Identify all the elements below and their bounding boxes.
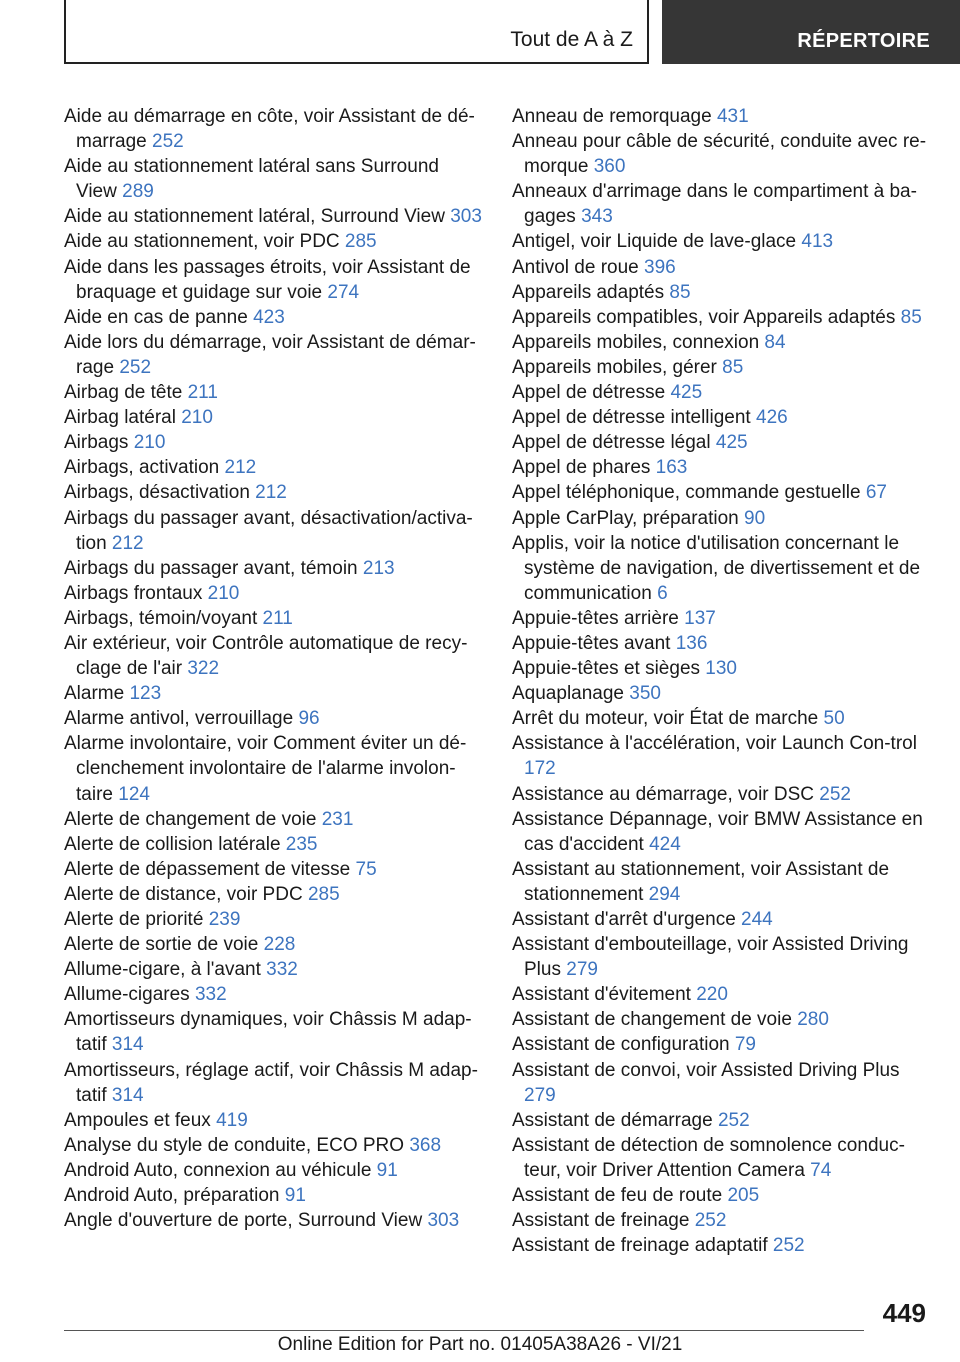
index-entry-page-link[interactable]: 343 [581,206,613,228]
index-entry-page-link[interactable]: 431 [716,106,749,127]
index-entry-page-link[interactable]: 50 [823,708,845,730]
index-entry-page-link[interactable]: 136 [675,632,708,654]
index-entry [64,1133,484,1158]
index-entry-page-link[interactable]: 75 [355,858,377,880]
index-entry-page-link[interactable]: 350 [629,683,661,705]
index-entry-page-link[interactable]: 425 [715,432,748,454]
index-entry-text: Alerte de dépassement de vitesse [64,858,351,880]
index-entry-text: Air extérieur, voir Contrôle automatique de recy-clage de l'air [64,632,468,680]
index-entry-text: Airbags [64,432,129,454]
index-entry [512,1032,932,1057]
index-entry-page-link[interactable]: 90 [744,507,766,529]
index-entry-page-link[interactable]: 6 [657,582,668,604]
index-entry-text: Apple CarPlay, préparation [512,507,739,529]
index-entry-text: Appel de détresse intelligent [512,407,751,429]
index-entry-text: Assistant d'arrêt d'urgence [512,909,736,930]
index-entry-text: Assistant de freinage adaptatif [512,1235,768,1257]
index-entry [64,832,484,857]
index-entry [64,1108,484,1133]
index-entry-text: Assistance au démarrage, voir DSC [512,783,815,805]
index-entry-text: Appareils adaptés [512,281,665,303]
index-entry-page-link[interactable]: 67 [865,482,887,504]
index-entry [512,229,932,254]
index-entry-text: Appuie-têtes et sièges [512,658,701,680]
index-entry-text: Appel de phares [512,457,651,479]
index-entry-text: Alerte de priorité [64,909,204,930]
index-entry-page-link[interactable]: 79 [734,1034,756,1056]
index-entry-page-link[interactable]: 419 [216,1109,248,1131]
index-entry-text: Android Auto, préparation [64,1185,280,1207]
index-entry-text: Amortisseurs, réglage actif, voir Châssis M adap-tatif [64,1059,478,1106]
index-entry [512,480,932,505]
index-entry [64,681,484,706]
index-entry-text: Anneau pour câble de sécurité, conduite avec re-morque [512,131,927,178]
index-column-right [512,104,932,1258]
index-entry [64,229,484,254]
index-entry-page-link[interactable]: 314 [111,1084,144,1106]
index-entry-page-link[interactable]: 368 [409,1134,442,1156]
index-entry [64,204,484,229]
index-entry-text: Assistant au stationnement, voir Assistant de stationnement [512,858,890,905]
index-entry [64,731,484,806]
index-entry [64,1208,484,1233]
index-entry-text: Allume-cigares [64,984,190,1006]
index-entry [64,1183,484,1208]
index-entry-text: Amortisseurs dynamiques, voir Châssis M adap-tatif [64,1009,472,1056]
index-entry-page-link[interactable]: 294 [648,883,681,905]
index-entry [512,405,932,430]
index-entry [512,104,932,129]
index-entry-page-link[interactable]: 279 [524,1084,556,1106]
index-entry-text: Alerte de collision latérale [64,833,281,855]
index-entry-page-link[interactable]: 213 [362,557,395,579]
index-entry-text: Airbags, désactivation [64,482,250,504]
index-entry-page-link[interactable]: 210 [133,432,166,454]
index-entry-page-link[interactable]: 211 [187,382,218,404]
index-entry-text: Assistant d'évitement [512,984,691,1006]
header-tab-repertoire [662,0,960,64]
index-entry [512,907,932,932]
index-entry-text: Alerte de changement de voie [64,808,317,830]
index-entry-text: Aide au stationnement latéral sans Surround View [64,156,439,203]
index-entry-page-link[interactable]: 84 [764,331,786,353]
index-entry [64,556,484,581]
index-entry-page-link[interactable]: 413 [801,231,834,253]
index-entry-text: Assistant de convoi, voir Assisted Driving Plus [512,1059,900,1081]
index-entry-page-link[interactable]: 285 [307,883,340,905]
index-entry [512,179,932,229]
index-entry-text: Alarme antivol, verrouillage [64,708,294,730]
index-entry-text: Android Auto, connexion au véhicule [64,1159,372,1181]
index-entry [512,255,932,280]
index-entry-text: Appareils mobiles, connexion [512,331,760,353]
index-entry-text: Aide au stationnement latéral, Surround View [64,206,445,228]
index-entry [64,430,484,455]
index-entry [512,380,932,405]
index-entry-page-link[interactable]: 322 [187,658,220,680]
index-entry [64,380,484,405]
index-entry-text: Angle d'ouverture de porte, Surround View [64,1210,423,1232]
index-entry-text: Appareils mobiles, gérer [512,356,717,378]
index-entry-page-link[interactable]: 332 [194,984,227,1006]
index-entry-page-link[interactable]: 252 [772,1235,805,1257]
index-entry-page-link[interactable]: 220 [696,984,728,1006]
index-entry [512,280,932,305]
index-entry-page-link[interactable]: 280 [797,1009,829,1031]
index-entry-text: Aide dans les passages étroits, voir Assistant de braquage et guidage sur voie [64,256,471,303]
index-entry-text: Aquaplanage [512,683,624,705]
index-entry [512,330,932,355]
index-entry [512,1007,932,1032]
index-entry [512,506,932,531]
index-entry-text: Antivol de roue [512,256,639,278]
index-entry-page-link[interactable]: 85 [722,356,744,378]
index-entry-text: Appel de détresse légal [512,432,711,454]
index-entry [64,606,484,631]
index-entry-text: Analyse du style de conduite, ECO PRO [64,1134,405,1156]
index-entry-text: Assistance à l'accélération, voir Launch Con-trol [512,733,917,755]
index-entry-text: Airbags du passager avant, témoin [64,557,358,579]
header-section-label: Tout de A à Z [510,28,633,51]
index-entry [64,982,484,1007]
index-entry-text: Assistance Dépannage, voir BMW Assistance en cas d'accident [512,808,923,855]
index-entry-page-link[interactable]: 235 [285,833,318,855]
index-entry [512,129,932,179]
index-entry-page-link[interactable]: 252 [694,1210,727,1232]
index-entry-page-link[interactable]: 212 [111,532,144,554]
index-entry-text: Appel téléphonique, commande gestuelle [512,482,861,504]
index-column-left [64,104,484,1233]
index-entry-text: Assistant d'embouteillage, voir Assisted Driving Plus [512,934,909,981]
footer-divider [64,1330,864,1331]
index-entry [512,455,932,480]
index-entry [64,154,484,204]
index-entry-page-link[interactable]: 423 [253,306,285,328]
index-entry [512,807,932,857]
index-entry-text: Airbags, activation [64,457,220,479]
index-entry-text: Anneaux d'arrimage dans le compartiment à ba-gages [512,181,917,228]
index-entry-text: Assistant de démarrage [512,1109,713,1131]
index-entry [64,957,484,982]
index-entry-page-link[interactable]: 205 [727,1185,760,1207]
index-entry-text: Arrêt du moteur, voir État de marche [512,708,819,730]
index-entry-text: Aide en cas de panne [64,306,248,328]
index-entry [64,807,484,832]
index-entry [512,631,932,656]
index-entry-page-link[interactable]: 252 [152,131,184,153]
index-entry [512,1133,932,1183]
index-entry-page-link[interactable]: 210 [181,407,213,429]
index-entry [512,656,932,681]
index-entry [512,731,932,781]
index-entry-page-link[interactable]: 163 [655,457,688,479]
index-entry-text: Airbag latéral [64,407,176,429]
index-entry-text: Appareils compatibles, voir Appareils adaptés [512,306,896,328]
index-entry [64,706,484,731]
index-entry-page-link[interactable]: 172 [524,758,556,780]
index-entry [512,932,932,982]
index-entry-page-link[interactable]: 231 [321,808,354,830]
index-entry-text: Alerte de distance, voir PDC [64,883,303,905]
index-entry-text: Assistant de configuration [512,1034,730,1056]
index-entry [512,1108,932,1133]
index-entry [64,330,484,380]
index-entry-page-link[interactable]: 212 [224,457,257,479]
index-entry [64,932,484,957]
header-tab-label: RÉPERTOIRE [797,30,930,52]
index-entry-page-link[interactable]: 130 [705,658,737,680]
index-entry [64,104,484,154]
index-entry-text: Alarme involontaire, voir Comment éviter un dé-clenchement involontaire de l'alarme involon-taire [64,733,467,805]
index-entry-page-link[interactable]: 252 [717,1109,750,1131]
index-entry [64,1158,484,1183]
index-entry-text: Airbags du passager avant, désactivation/activa-tion [64,507,473,554]
footer-edition-text: Online Edition for Part no. 01405A38A26 - VI/21 [277,1334,683,1355]
index-entry-text: Airbags frontaux [64,582,203,604]
page-number: 449 [882,1298,926,1328]
index-entry [512,305,932,330]
index-entry [64,480,484,505]
index-entry-text: Assistant de feu de route [512,1185,723,1207]
index-entry-page-link[interactable]: 279 [566,959,598,981]
index-entry [512,1183,932,1208]
index-entry-text: Applis, voir la notice d'utilisation concernant le système de navigation, de divertissement et de communication [512,532,921,604]
index-entry-page-link[interactable]: 74 [810,1159,832,1181]
index-entry [512,706,932,731]
index-entry [64,1007,484,1057]
index-entry-text: Antigel, voir Liquide de lave-glace [512,231,797,253]
index-entry-text: Assistant de détection de somnolence conduc-teur, voir Driver Attention Camera [512,1134,905,1181]
index-entry-text: Ampoules et feux [64,1109,211,1131]
index-entry-text: Alarme [64,683,125,705]
index-entry-page-link[interactable]: 426 [756,407,788,429]
index-entry-page-link[interactable]: 244 [741,909,773,930]
index-entry-page-link[interactable]: 212 [255,482,287,504]
index-entry-page-link[interactable]: 124 [118,783,150,805]
index-entry [512,681,932,706]
index-entry [512,430,932,455]
index-entry [512,606,932,631]
index-entry [64,305,484,330]
index-entry-page-link[interactable]: 137 [684,607,716,629]
index-entry-page-link[interactable]: 211 [262,607,293,629]
index-entry [64,882,484,907]
index-entry-page-link[interactable]: 314 [111,1034,144,1056]
index-entry-page-link[interactable]: 210 [207,582,240,604]
index-entry-page-link[interactable]: 239 [208,909,241,930]
index-entry-text: Assistant de freinage [512,1210,690,1232]
index-entry-text: Appuie-têtes avant [512,632,671,654]
index-entry-text: Aide lors du démarrage, voir Assistant de démar-rage [64,331,476,378]
index-entry-text: Appuie-têtes arrière [512,607,679,629]
index-entry-page-link[interactable]: 274 [327,281,360,303]
header-section-box [64,0,649,64]
index-entry-page-link[interactable]: 332 [266,959,298,981]
index-entry [64,255,484,305]
index-entry [64,405,484,430]
index-entry [512,1208,932,1233]
index-entry-page-link[interactable]: 360 [593,156,626,178]
index-entry [64,455,484,480]
index-entry [512,1233,932,1258]
index-entry [512,982,932,1007]
index-entry-page-link[interactable]: 424 [649,833,681,855]
index-entry-page-link[interactable]: 96 [298,708,320,730]
index-entry-page-link[interactable]: 252 [119,356,152,378]
index-entry [64,506,484,556]
index-entry-text: Appel de détresse [512,382,666,404]
index-entry-text: Anneau de remorquage [512,106,712,127]
index-entry [64,581,484,606]
index-entry-page-link[interactable]: 425 [670,382,703,404]
index-entry [512,531,932,606]
index-entry [64,1058,484,1108]
index-entry-page-link[interactable]: 91 [284,1185,306,1207]
index-entry-page-link[interactable]: 252 [819,783,851,805]
index-entry [64,907,484,932]
index-entry-text: Airbags, témoin/voyant [64,607,258,629]
index-entry-text: Aide au stationnement, voir PDC [64,231,340,253]
index-entry [64,631,484,681]
index-entry [512,1058,932,1108]
index-entry-text: Allume-cigare, à l'avant [64,959,261,981]
index-entry-page-link[interactable]: 303 [450,206,482,228]
index-entry-page-link[interactable]: 85 [669,281,691,303]
index-entry [512,782,932,807]
index-entry-text: Airbag de tête [64,382,183,404]
index-entry-page-link[interactable]: 85 [900,306,922,328]
index-entry-page-link[interactable]: 123 [129,683,162,705]
index-entry [512,355,932,380]
index-entry-page-link[interactable]: 228 [263,934,296,956]
index-entry-page-link[interactable]: 91 [376,1159,398,1181]
index-entry-page-link[interactable]: 285 [344,231,377,253]
index-entry-page-link[interactable]: 289 [122,181,154,203]
index-entry-text: Assistant de changement de voie [512,1009,792,1031]
index-entry-text: Alerte de sortie de voie [64,934,259,956]
index-entry [512,857,932,907]
index-entry [64,857,484,882]
index-entry-page-link[interactable]: 303 [427,1210,460,1232]
index-entry-page-link[interactable]: 396 [644,256,676,278]
index-entry-text: Aide au démarrage en côte, voir Assistant de dé-marrage [64,106,475,153]
